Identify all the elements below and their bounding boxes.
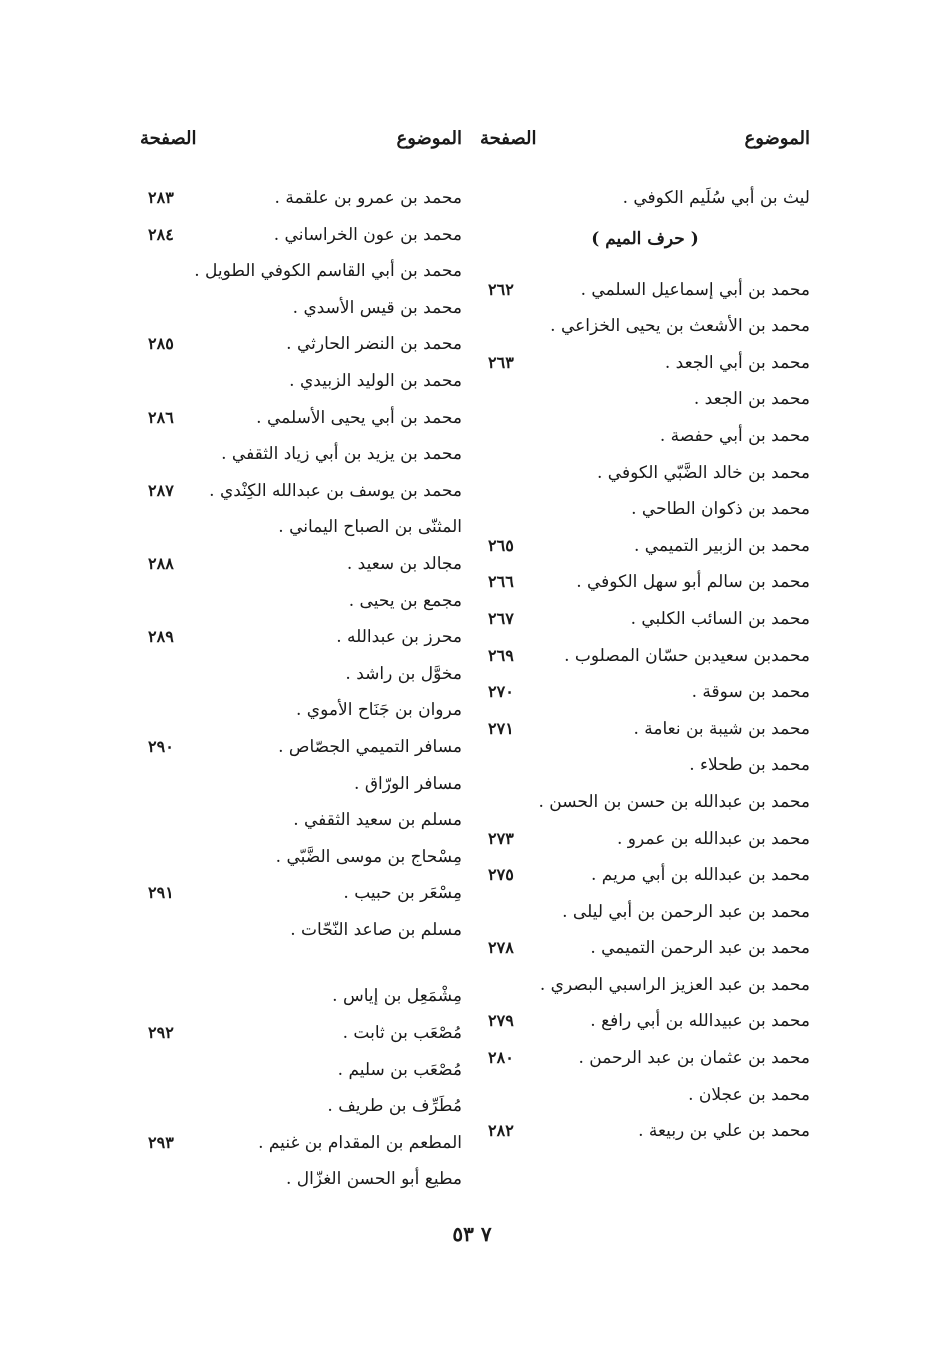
entry-name: محمد بن يوسف بن عبدالله الكِنْدي .	[209, 480, 462, 501]
index-entry	[140, 587, 462, 624]
entry-name: محمد بن الأشعث بن يحيى الخزاعي .	[550, 316, 810, 337]
entry-page-number: ٢٩٣	[148, 1132, 174, 1152]
page-heading: الصفحة	[140, 128, 197, 149]
index-entry	[140, 770, 462, 807]
index-entry	[140, 550, 462, 587]
index-entry	[480, 1007, 810, 1044]
right-entry-list	[480, 184, 810, 1154]
index-entry	[480, 605, 810, 642]
index-entry	[140, 1165, 462, 1202]
entry-name: محمد بن خالد الضَّبّي الكوفي .	[596, 462, 810, 483]
entry-name: ليث بن أبي سُلَيم الكوفي .	[622, 188, 810, 208]
index-entry	[480, 568, 810, 605]
index-entry	[140, 404, 462, 441]
index-entry	[140, 696, 462, 733]
index-entry	[140, 843, 462, 880]
index-entry	[140, 982, 462, 1019]
entry-page-number: ٢٧٥	[488, 865, 514, 885]
index-entry	[140, 367, 462, 404]
entry-name: محمدبن سعيدبن حسّان المصلوب .	[564, 645, 810, 666]
entry-name: محمد بن عمرو بن علقمة .	[274, 188, 462, 208]
index-entry	[140, 879, 462, 916]
entry-name: محمد بن أبي يحيى الأسلمي .	[256, 407, 462, 428]
entry-page-number: ٢٦٢	[488, 279, 514, 299]
entry-name: مُصْعَب بن ثابت .	[342, 1023, 462, 1044]
entry-name: مطيع أبو الحسن الغزّال .	[285, 1169, 462, 1190]
folio-number: ٧ ٥٣	[452, 1222, 492, 1246]
index-entry	[140, 1056, 462, 1093]
entry-name: المثنّى بن الصباح اليماني .	[278, 517, 462, 538]
entry-page-number: ٢٨٢	[488, 1121, 514, 1141]
entry-name: محمد بن سالم أبو سهل الكوفي .	[576, 572, 810, 593]
subject-heading: الموضوع	[744, 128, 810, 149]
index-entry	[480, 1081, 810, 1118]
entry-name: محمد بن قيس الأسدي .	[292, 297, 462, 318]
entry-name: محمد بن عبد الرحمن بن أبي ليلى .	[562, 901, 810, 922]
entry-page-number: ٢٨٦	[148, 407, 174, 427]
entry-page-number: ٢٩١	[148, 883, 174, 903]
entry-name: محمد بن شيبة بن نعامة .	[633, 718, 810, 739]
page-heading: الصفحة	[480, 128, 537, 149]
left-index-column	[140, 0, 462, 1357]
entry-page-number: ٢٧٠	[488, 682, 514, 702]
entry-name: مسلم بن سعيد الثقفي .	[293, 810, 462, 831]
index-entry	[140, 257, 462, 294]
entry-name: محمد بن أبي حفصة .	[659, 425, 810, 446]
index-entry	[480, 788, 810, 825]
entry-name: محمد بن عبد الرحمن التميمي .	[590, 938, 810, 959]
index-entry	[480, 934, 810, 971]
entry-page-number: ٢٨٥	[148, 334, 174, 354]
index-entry	[140, 1129, 462, 1166]
entry-name: محمد بن أبي إسماعيل السلمي .	[580, 279, 810, 300]
index-entry	[140, 623, 462, 660]
index-entry	[140, 1019, 462, 1056]
index-entry	[480, 751, 810, 788]
entry-name: محمد بن عجلان .	[688, 1084, 810, 1105]
entry-name: محمد بن عبد العزيز الراسبي البصري .	[539, 974, 810, 995]
entry-page-number: ٢٦٥	[488, 535, 514, 555]
right-index-column	[480, 0, 810, 1357]
index-entry	[480, 312, 810, 349]
index-entry	[480, 495, 810, 532]
index-entry	[140, 477, 462, 514]
entry-name: مِشْمَعِل بن إياس .	[332, 986, 462, 1007]
entry-page-number: ٢٨٠	[488, 1048, 514, 1068]
index-entry	[480, 971, 810, 1008]
entry-page-number: ٢٦٣	[488, 352, 514, 372]
entry-name: محمد بن عبدالله بن حسن بن الحسن .	[538, 791, 810, 812]
left-entry-list	[140, 184, 462, 1202]
entry-name: محمد بن عبدالله بن عمرو .	[616, 828, 810, 849]
index-entry	[480, 715, 810, 752]
entry-name: محمد بن النضر الحارثي .	[286, 334, 462, 355]
index-entry	[480, 825, 810, 862]
index-entry	[480, 642, 810, 679]
index-entry	[140, 660, 462, 697]
index-entry	[140, 330, 462, 367]
index-entry	[480, 1044, 810, 1081]
entry-name: مِسْحاج بن موسى الضَّبّي .	[275, 846, 462, 867]
entry-page-number: ٢٨٩	[148, 627, 174, 647]
entry-name: محمد بن أبي القاسم الكوفي الطويل .	[194, 261, 462, 282]
entry-page-number: ٢٨٨	[148, 553, 174, 573]
entry-name: محمد بن الوليد الزبيدي .	[289, 370, 462, 391]
entry-name: مسافر التميمي الجصّاص .	[278, 736, 462, 757]
index-entry	[140, 806, 462, 843]
entry-name: مُطَرِّف بن طريف .	[327, 1096, 462, 1117]
entry-page-number: ٢٦٩	[488, 645, 514, 665]
row-spacer	[140, 952, 462, 982]
index-entry	[480, 1117, 810, 1154]
index-entry	[140, 1092, 462, 1129]
entry-name: محمد بن أبي الجعد .	[664, 352, 810, 373]
entry-page-number: ٢٧١	[488, 718, 514, 738]
entry-name: مسافر الورّاق .	[354, 773, 462, 794]
left-column-header	[140, 128, 462, 162]
index-entry	[480, 422, 810, 459]
entry-name: محمد بن ذكوان الطاحي .	[631, 499, 810, 520]
entry-name: مسلم بن صاعد النّحّات .	[290, 919, 462, 940]
entry-page-number: ٢٦٦	[488, 572, 514, 592]
entry-name: مروان بن جَنَاح الأموي .	[296, 700, 462, 721]
index-entry	[480, 532, 810, 569]
index-entry	[140, 916, 462, 953]
entry-name: مِسْعَر بن حبيب .	[343, 883, 462, 904]
entry-name: مجمع بن يحيى .	[348, 590, 462, 611]
index-entry	[140, 513, 462, 550]
entry-page-number: ٢٩٠	[148, 736, 174, 756]
index-entry	[480, 898, 810, 935]
index-entry	[140, 221, 462, 258]
entry-name: محمد بن يزيد بن أبي زياد الثقفي .	[221, 444, 462, 465]
entry-name: مُصْعَب بن سليم .	[337, 1059, 462, 1080]
index-entry	[480, 276, 810, 313]
right-column-header	[480, 128, 810, 162]
entry-page-number: ٢٨٤	[148, 224, 174, 244]
entry-name: محمد بن علي بن ربيعة .	[638, 1121, 810, 1142]
entry-name: محمد بن السائب الكلبي .	[630, 608, 810, 629]
index-entry	[140, 440, 462, 477]
entry-name: محمد بن طحلاء .	[689, 755, 810, 776]
entry-page-number: ٢٨٣	[148, 188, 174, 207]
index-entry	[140, 184, 462, 221]
entry-name: محمد بن سوقة .	[691, 682, 810, 703]
entry-name: محرز بن عبدالله .	[336, 627, 462, 648]
entry-name: المطعم بن المقدام بن غنيم .	[258, 1132, 462, 1153]
index-entry	[140, 733, 462, 770]
entry-page-number: ٢٧٩	[488, 1011, 514, 1031]
index-entry	[480, 678, 810, 715]
index-entry	[480, 385, 810, 422]
entry-page-number: ٢٧٨	[488, 938, 514, 958]
entry-page-number: ٢٦٧	[488, 608, 514, 628]
entry-page-number: ٢٩٢	[148, 1023, 174, 1043]
entry-name: محمد بن عبيدالله بن أبي رافع .	[590, 1011, 810, 1032]
index-entry	[480, 184, 810, 221]
index-entry	[140, 294, 462, 331]
index-entry	[480, 459, 810, 496]
entry-name: مجالد بن سعيد .	[346, 553, 462, 574]
subject-heading: الموضوع	[396, 128, 462, 149]
entry-page-number: ٢٨٧	[148, 480, 174, 500]
entry-name: ( حرف الميم )	[591, 228, 699, 249]
section-heading	[480, 221, 810, 276]
entry-name: مخوَّل بن راشد .	[345, 663, 462, 684]
entry-name: محمد بن عون الخراساني .	[273, 224, 462, 245]
entry-name: محمد بن عثمان بن عبد الرحمن .	[578, 1048, 810, 1069]
entry-name: محمد بن عبدالله بن أبي مريم .	[591, 865, 810, 886]
index-entry	[480, 861, 810, 898]
index-entry	[480, 349, 810, 386]
entry-name: محمد بن الزبير التميمي .	[633, 535, 810, 556]
entry-page-number: ٢٧٣	[488, 828, 514, 848]
entry-name: محمد بن الجعد .	[693, 389, 810, 410]
